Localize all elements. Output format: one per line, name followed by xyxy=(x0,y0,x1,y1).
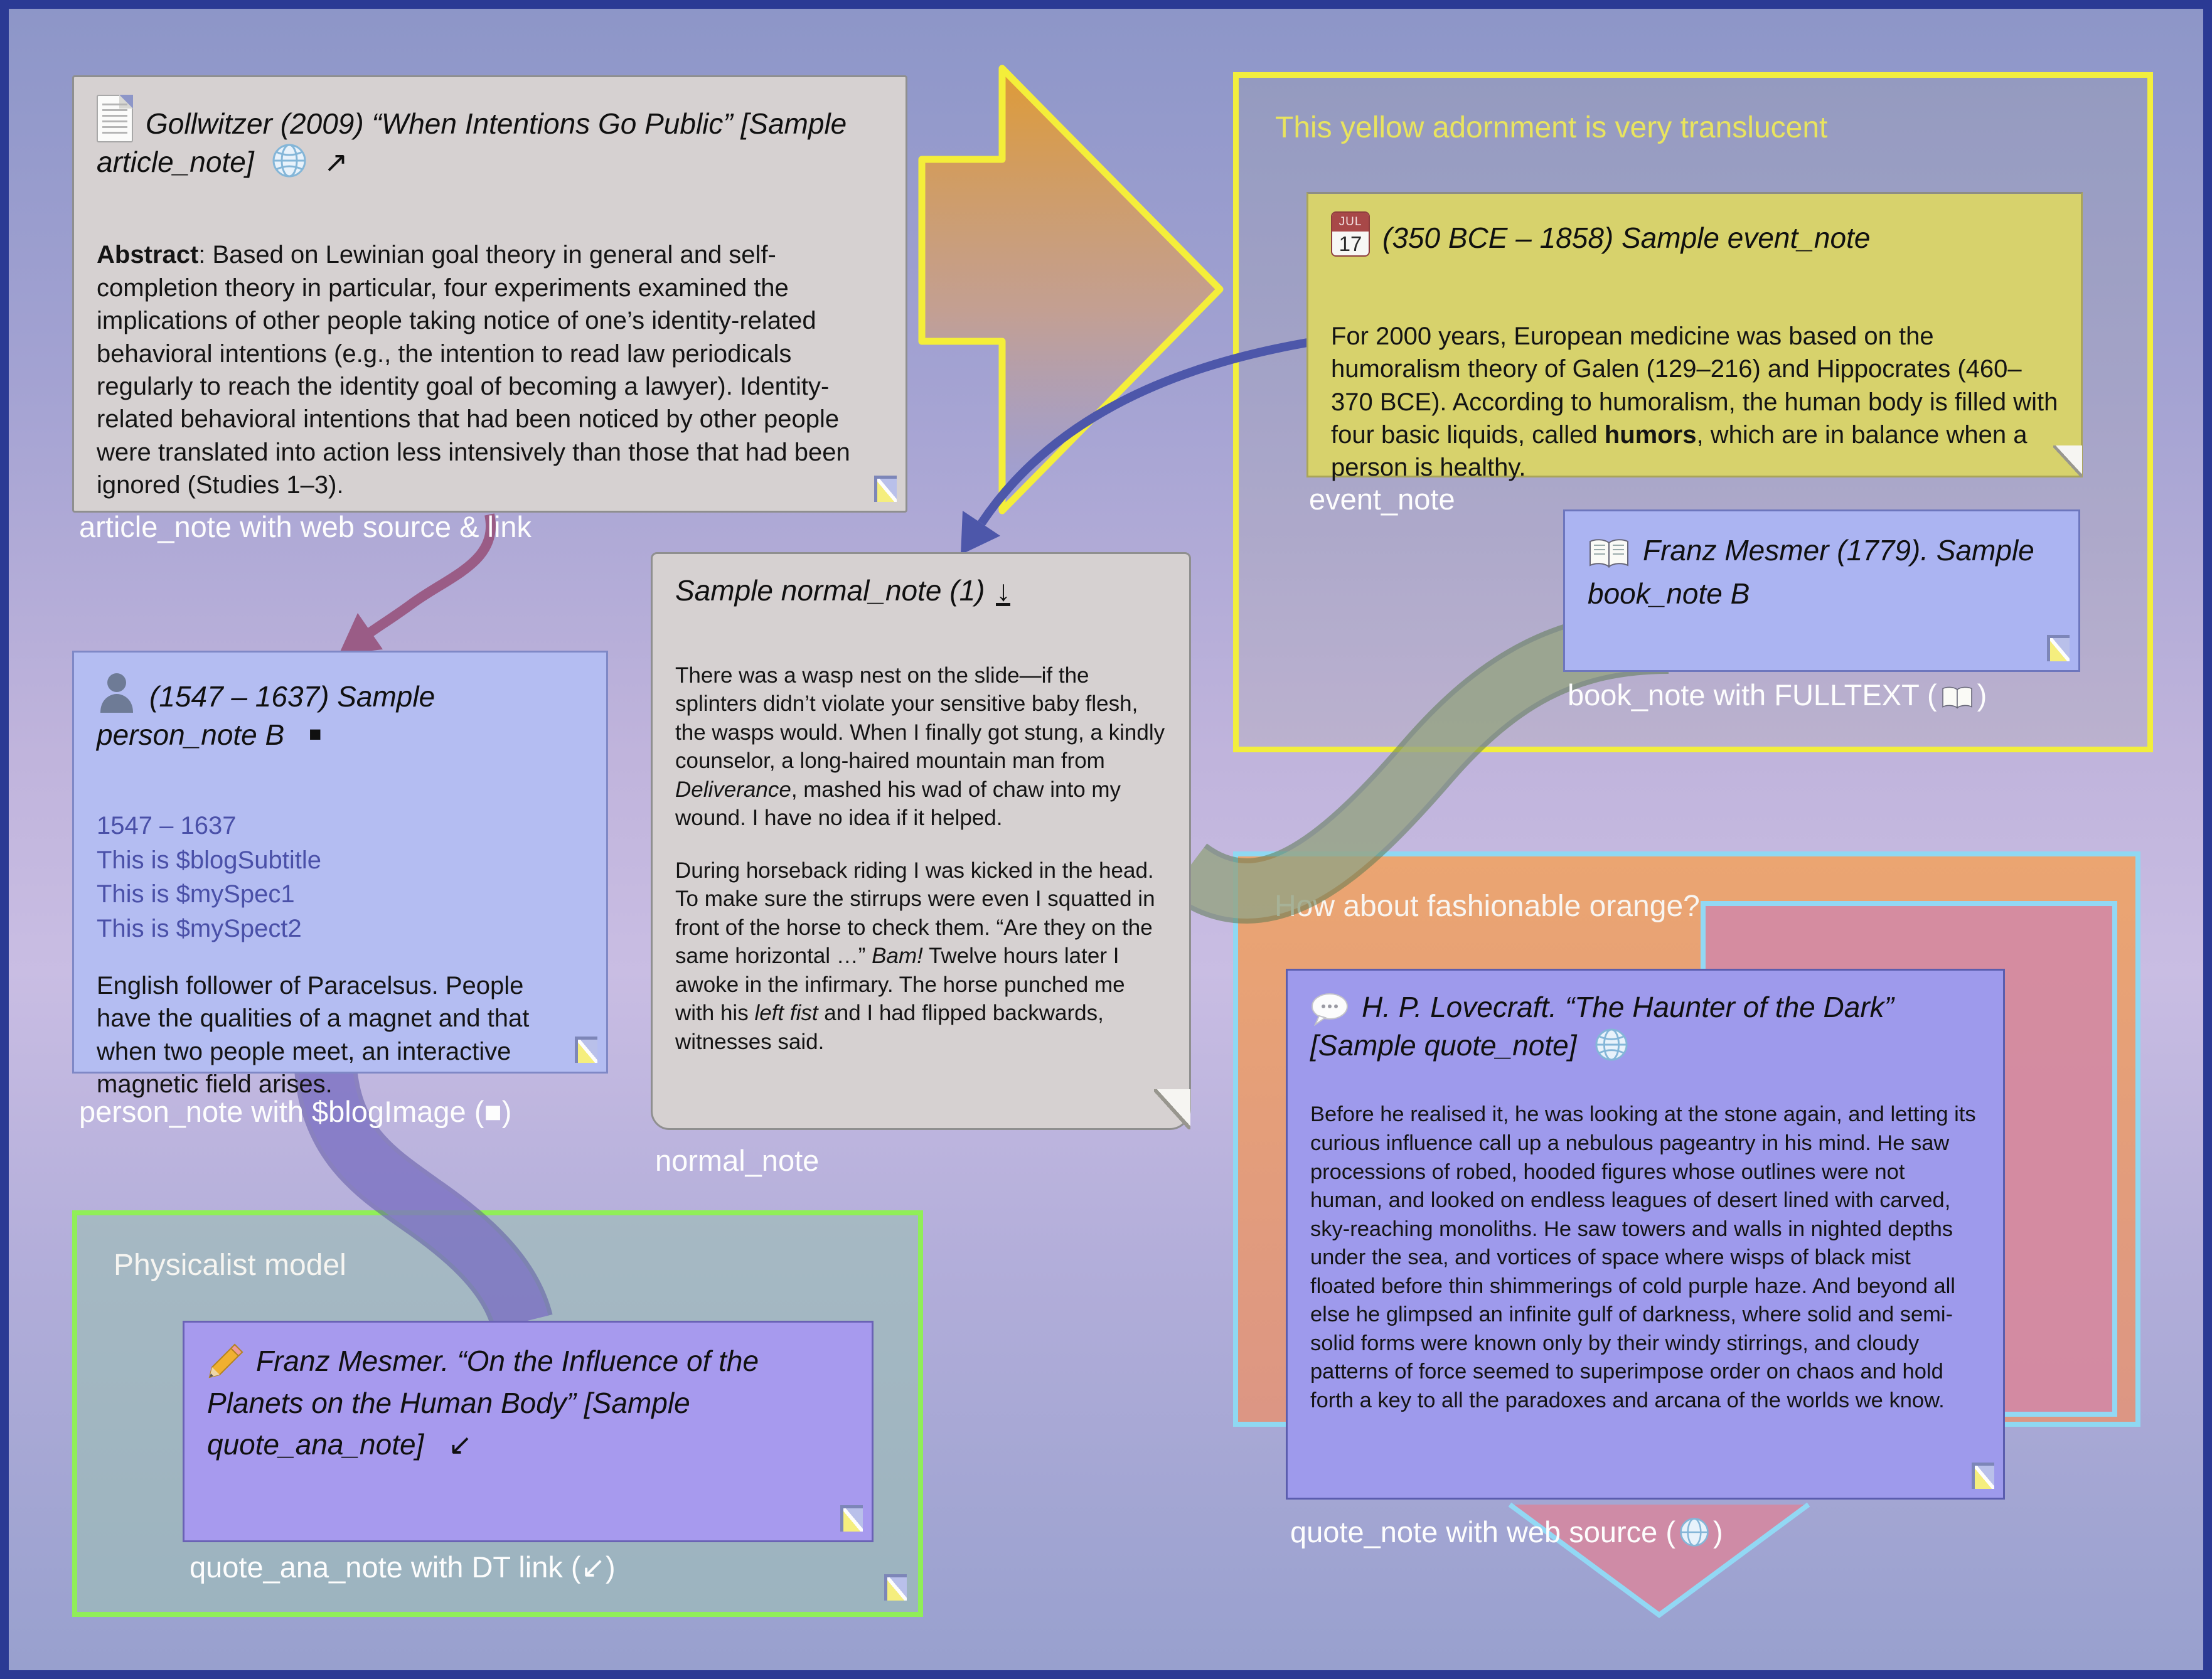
yellow-adornment-title: This yellow adornment is very translucent xyxy=(1275,111,1828,144)
big-right-arrow-adornment[interactable] xyxy=(922,68,1220,511)
person-icon xyxy=(97,670,137,715)
open-book-icon xyxy=(1588,538,1630,569)
article-note-body: Abstract: Based on Lewinian goal theory in general and self-completion theory in particular, four experiments examined the implications of other people taking notice of one’s identity-related behavioral intentions (e.g., the intention to read law periodicals regularly to reach the identity goal of becoming a lawyer). Identity-related behavioral intentions that had been noticed by other people were translated into action less intensively than those that had been ignored (Studies 1–3). xyxy=(97,241,850,499)
normal-note-title: Sample normal_note (1) ↓ xyxy=(675,574,1011,607)
normal-note-paragraph: There was a wasp nest on the slide—if the splinters didn’t violate your sensitive baby flesh, the wasps would. When I finally got stung, a kindly counselor, a long-haired mountain man from Deliverance, mashed his wad of chaw into my wound. I have no idea if it helped. xyxy=(675,663,1165,831)
attribute-line: 1547 – 1637 xyxy=(97,812,237,840)
globe-icon xyxy=(272,143,307,178)
quote-note-body: Before he realised it, he was looking at the stone again, and letting its curious influence call up a nebulous pageantry in his mind. He saw processions of robed, hooded figures whose outlines were not human, and looked on endless leagues of desert lined with carved, sky-reaching monoliths. He saw towers and walls in nighted depths under the sea, and vortices of space where wisps of black mist floated before thin shimmerings of cold purple haze. And beyond all else he glimpsed an infinite gulf of darkness, where solid and semi-solid forms were known only by their windy stirrings, and cloudy patterns of force seemed to superimpose order on chaos and hold forth a key to all the paradoxes and arcana of the worlds we know. xyxy=(1310,1102,1976,1412)
dog-ear-icon xyxy=(874,476,897,502)
person-note[interactable] xyxy=(72,651,608,1099)
book-note[interactable] xyxy=(1563,509,2080,672)
event-note[interactable] xyxy=(1306,192,2083,482)
quote-ana-note-title: Franz Mesmer. “On the Influence of the Planets on the Human Body” [Sample quote_ana_note] ↙ xyxy=(207,1345,759,1461)
normal-note-paragraph: During horseback riding I was kicked in the head. To make sure the stirrups were even I squatted in front of the horse to check them. “Are they on the same horizontal …” Bam! Twelve hours later I awoke in the infirmary. The horse punched me with his left fist and I had flipped backwards, witnesses said. xyxy=(675,858,1155,1054)
open-book-icon xyxy=(1941,685,1974,710)
globe-icon xyxy=(1679,1517,1709,1547)
page-curl-icon xyxy=(1154,1089,1190,1129)
normal-note-caption: normal_note xyxy=(655,1144,820,1177)
normal-note[interactable] xyxy=(651,552,1191,1130)
book-note-caption: book_note with FULLTEXT ( ) xyxy=(1568,678,1987,712)
event-note-caption: event_note xyxy=(1309,482,1455,516)
quote-note[interactable] xyxy=(1286,969,2005,1500)
speech-bubble-icon xyxy=(1310,992,1349,1026)
quote-note-caption: quote_note with web source ( ) xyxy=(1290,1515,1723,1548)
page-curl-icon xyxy=(2053,445,2082,477)
quote-ana-note-caption: quote_ana_note with DT link (↙) xyxy=(190,1550,616,1584)
dog-ear-icon xyxy=(2047,635,2070,661)
person-note-caption: person_note with $blogImage (■) xyxy=(79,1095,512,1128)
dog-ear-icon xyxy=(1972,1463,1994,1489)
globe-icon xyxy=(1595,1028,1628,1062)
dt-link-arrow-icon: ↙ xyxy=(448,1428,473,1461)
black-square-badge-icon: ■ xyxy=(309,722,322,746)
article-note-title: Gollwitzer (2009) “When Intentions Go Public” [Sample article_note] ↗ xyxy=(97,95,883,181)
person-note-title: (1547 – 1637) Sample person_note B ■ xyxy=(97,670,584,754)
document-icon xyxy=(97,95,133,142)
book-note-title: Franz Mesmer (1779). Sample book_note B xyxy=(1588,534,2034,610)
person-note-attributes xyxy=(97,809,584,946)
article-note-caption: article_note with web source & link xyxy=(79,510,532,543)
event-note-title: JUL 17 (350 BCE – 1858) Sample event_note xyxy=(1331,211,2058,257)
quote-note-title: H. P. Lovecraft. “The Haunter of the Dark” [Sample quote_note] xyxy=(1310,991,1894,1062)
normal-note-body xyxy=(675,661,1167,1057)
attribute-line: This is $blogSubtitle xyxy=(97,846,321,874)
orange-adornment-title: How about fashionable orange? xyxy=(1274,890,1700,923)
download-arrow-icon: ↓ xyxy=(996,574,1011,607)
article-note[interactable] xyxy=(72,75,907,513)
person-note-body: English follower of Paracelsus. People have the qualities of a magnet and that when two people meet, an interactive magnetic field arises. xyxy=(97,972,530,1099)
dog-ear-icon xyxy=(840,1505,863,1532)
pencil-icon xyxy=(207,1343,243,1380)
dog-ear-icon xyxy=(575,1037,597,1063)
calendar-icon: JUL 17 xyxy=(1331,211,1370,257)
event-note-body: For 2000 years, European medicine was based on the humoralism theory of Galen (129–216) and Hippocrates (460–370 BCE). According to humoralism, the human body is filled with four basic liquids, called humors, which are in balance when a person is healthy. xyxy=(1331,322,2058,482)
attribute-line: This is $mySpec1 xyxy=(97,880,295,909)
attribute-line: This is $mySpect2 xyxy=(97,914,302,942)
external-link-arrow-icon: ↗ xyxy=(324,145,348,178)
green-adornment-title: Physicalist model xyxy=(114,1249,346,1282)
quote-ana-note[interactable] xyxy=(183,1321,874,1542)
